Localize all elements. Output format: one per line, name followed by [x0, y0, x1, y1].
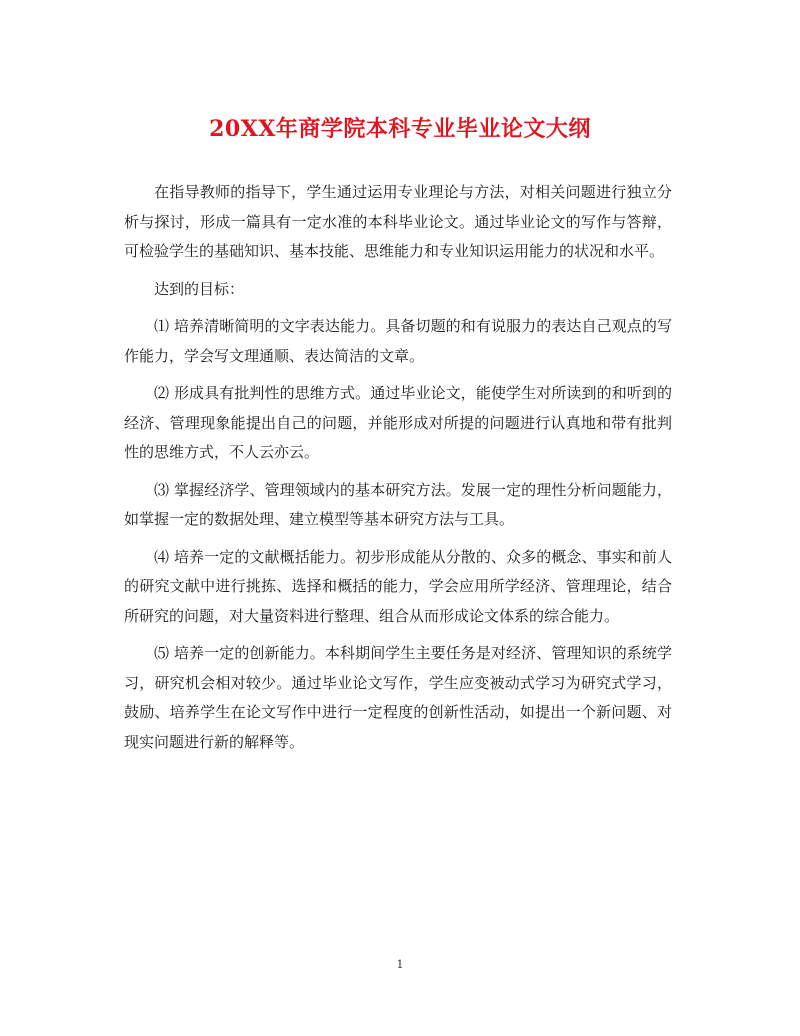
goals-heading: 达到的目标：: [154, 279, 245, 298]
goal-item-2: ⑵ 形成具有批判性的思维方式。通过毕业论文，能使学生对所读到的和听到的经济、管理现象能提出自己的问题，并能形成对所提的问题进行认真地和带有批判性的思维方式，不人云亦云。: [124, 384, 672, 461]
document-body: [124, 178, 672, 765]
document-title: 20XX年商学院本科专业毕业论文大纲: [209, 116, 591, 142]
goal-item-3: ⑶ 掌握经济学、管理领域内的基本研究方法。发展一定的理性分析问题能力，如掌握一定的数据处理、建立模型等基本研究方法与工具。: [124, 480, 672, 528]
goal-item-1: ⑴ 培养清晰简明的文字表达能力。具备切题的和有说服力的表达自己观点的写作能力，学会写文理通顺、表达简洁的文章。: [124, 317, 672, 365]
page-number: 1: [396, 958, 404, 971]
goal-item-5: ⑸ 培养一定的创新能力。本科期间学生主要任务是对经济、管理知识的系统学习，研究机会相对较少。通过毕业论文写作，学生应变被动式学习为研究式学习，鼓励、培养学生在论文写作中进行一定程度的创新性活动，如提出一个新问题、对现实问题进行新的解释等。: [124, 644, 672, 751]
intro-paragraph: 在指导教师的指导下，学生通过运用专业理论与方法，对相关问题进行独立分析与探讨，形成一篇具有一定水准的本科毕业论文。通过毕业论文的写作与答辩，可检验学生的基础知识、基本技能、思维能力和专业知识运用能力的状况和水平。: [124, 183, 672, 260]
goal-item-4: ⑷ 培养一定的文献概括能力。初步形成能从分散的、众多的概念、事实和前人的研究文献中进行挑拣、选择和概括的能力，学会应用所学经济、管理理论，结合所研究的问题，对大量资料进行整理、组合从而形成论文体系的综合能力。: [124, 547, 672, 625]
